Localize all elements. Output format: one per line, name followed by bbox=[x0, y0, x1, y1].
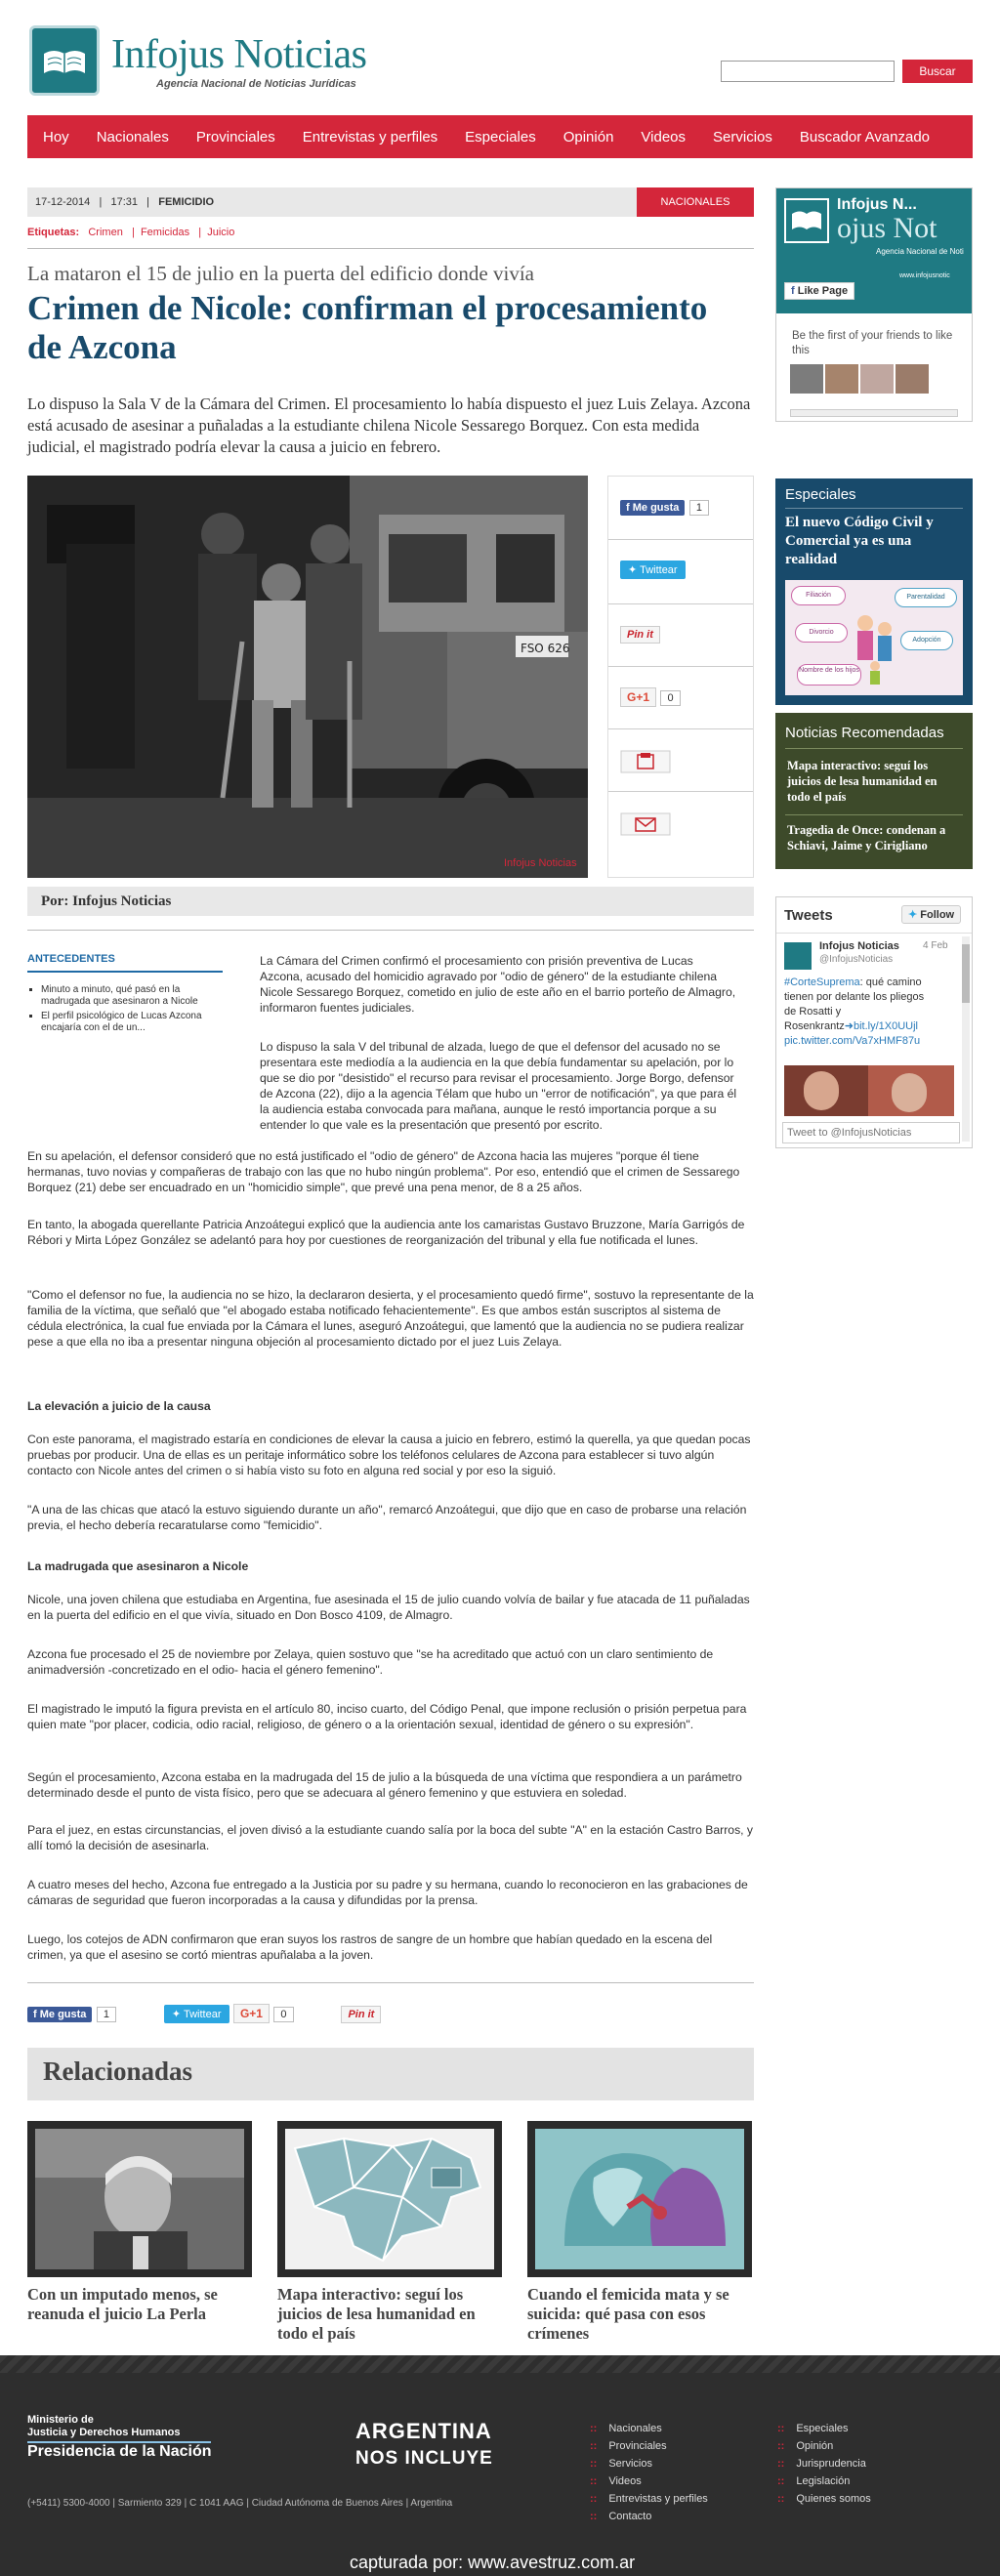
gplus-button[interactable]: G+1 bbox=[233, 2004, 270, 2023]
divider bbox=[785, 748, 963, 749]
twitter-bird-icon: ✦ bbox=[628, 564, 638, 576]
article-author: Por: Infojus Noticias bbox=[27, 887, 754, 916]
footer-links-col-1 bbox=[590, 2420, 708, 2525]
fb-cover-url: www.infojusnotic bbox=[899, 272, 950, 279]
illustration-bubble: Filiación bbox=[791, 586, 846, 605]
facebook-like-label: Me gusta bbox=[632, 502, 680, 514]
main-nav bbox=[27, 115, 973, 158]
divider bbox=[27, 1982, 754, 1983]
fb-cover-sub: Agencia Nacional de Noti bbox=[876, 247, 964, 256]
paragraph-text: Lo dispuso la sala V del tribunal de alzada, luego de que el defensor del acusado no se presentara este mediodía a la audiencia en la que debía fundamentar su apelación, por lo que se dio por "desistido" el recurso para revisar el procesamiento. Jorge Borgo, defensor de Azcona (22), dijo a la agencia Télam que hubo un "error de notificación", ya que para él la audiencia estaba convocada para mañana, aunque le restó importancia porque a su entender lo que vale es la presentación que presentó por escrito. bbox=[260, 1040, 737, 1132]
footer-link[interactable]: :: Legislación bbox=[777, 2472, 871, 2490]
facebook-like-widget[interactable] bbox=[620, 498, 709, 516]
tags-row: Etiquetas: Crimen | Femicidas | Juicio bbox=[27, 227, 235, 238]
presidencia-label: Presidencia de la Nación bbox=[27, 2443, 212, 2460]
article-section: FEMICIDIO bbox=[158, 196, 215, 208]
especiales-box[interactable] bbox=[775, 478, 973, 705]
ministry-logo[interactable] bbox=[27, 2414, 212, 2458]
article-paragraph bbox=[260, 1039, 738, 1133]
tweet-link[interactable]: ➜bit.ly/1X0UUjl pic.twitter.com/Va7xHMF87u bbox=[784, 1020, 921, 1047]
related-title[interactable]: Con un imputado menos, se reanuda el juicio La Perla bbox=[27, 2285, 218, 2323]
fb-cover bbox=[776, 188, 972, 313]
especiales-headline[interactable]: El nuevo Código Civil y Comercial ya es una realidad bbox=[785, 515, 934, 567]
divider bbox=[785, 508, 963, 509]
tweets-scrollbar[interactable] bbox=[962, 936, 970, 1142]
share-sidebar bbox=[607, 476, 754, 878]
print-icon[interactable] bbox=[620, 750, 671, 773]
avatar[interactable] bbox=[825, 364, 858, 394]
tweet-body: : qué camino tienen por delante los pliegos de Rosatti y Rosenkrantz bbox=[784, 976, 925, 1032]
tweet-button[interactable] bbox=[620, 561, 686, 579]
article-meta-bar: 17-12-2014 | 17:31 | FEMICIDIO bbox=[27, 187, 754, 217]
site-logo-title[interactable] bbox=[111, 31, 366, 78]
bottom-share-row bbox=[27, 2004, 381, 2023]
fb-friends-avatars bbox=[790, 364, 929, 394]
divider bbox=[608, 728, 753, 729]
gplus-widget[interactable] bbox=[620, 687, 681, 707]
gplus-count: 0 bbox=[273, 2007, 293, 2022]
ministry-line: Justicia y Derechos Humanos bbox=[27, 2427, 181, 2438]
tweet-widget[interactable] bbox=[620, 561, 686, 579]
article-paragraph: A cuatro meses del hecho, Azcona fue entregado a la Justicia por su padre y su hermana, cuando lo reconocieron en las grabaciones de cámaras de seguridad que fueron incorporadas a la causa y difundidas por la prensa. bbox=[27, 1878, 748, 1907]
footer-link[interactable]: :: Especiales bbox=[777, 2420, 871, 2437]
tweet-text bbox=[784, 976, 931, 1049]
related-thumb-man[interactable] bbox=[27, 2121, 252, 2277]
article-paragraph: Según el procesamiento, Azcona estaba en la madrugada del 15 de julio a la búsqueda de una víctima que respondiera a un parámetro determinado desde el punto de vista físico, pero que se adecuara al género femenino y que estuviera en soledad. bbox=[27, 1770, 742, 1800]
twitter-follow-button[interactable] bbox=[901, 905, 961, 924]
book-icon bbox=[42, 46, 87, 75]
fb-avatar[interactable] bbox=[784, 198, 829, 243]
nav-item-opinion[interactable]: Opinión bbox=[562, 128, 614, 145]
related-thumb-illustration[interactable] bbox=[527, 2121, 752, 2277]
related-map bbox=[285, 2129, 494, 2269]
search-input[interactable] bbox=[721, 61, 895, 82]
nav-item-provinciales[interactable]: Provinciales bbox=[195, 128, 275, 145]
tag-link[interactable]: Crimen bbox=[88, 227, 123, 238]
divider bbox=[608, 539, 753, 540]
tweet-button[interactable] bbox=[164, 2005, 229, 2023]
nav-item-buscador[interactable]: Buscador Avanzado bbox=[799, 128, 931, 145]
divider bbox=[27, 248, 754, 249]
ministry-line: Ministerio de bbox=[27, 2414, 94, 2426]
pin-it-button[interactable]: Pin it bbox=[341, 2006, 381, 2023]
article-paragraph: Luego, los cotejos de ADN confirmaron que eran suyos los rastros de sangre de un hombre que habían quedado en la escena del crimen, ya que el asesino se cortó mientras apuñalaba a la joven. bbox=[27, 1932, 713, 1962]
article-photo[interactable] bbox=[27, 476, 588, 878]
article-subheading: La madrugada que asesinaron a Nicole bbox=[27, 1559, 249, 1573]
plate-text: FSO 626 bbox=[521, 642, 570, 655]
recommended-title: Noticias Recomendadas bbox=[785, 725, 944, 741]
article-paragraph: Con este panorama, el magistrado estaría en condiciones de elevar la causa a juicio en febrero, estimó la querella, ya que quedan pocas pruebas por producir. Una de ellas es un peritaje informático sobre los teléfonos celulares de Azcona para establecer si tuvo algún contacto con Nicole antes del crimen o si había visto su foto en alguna red social y por eso la siguió. bbox=[27, 1433, 751, 1477]
divider bbox=[776, 933, 972, 934]
twitter-timeline-widget bbox=[775, 896, 973, 1148]
related-thumb-map[interactable] bbox=[277, 2121, 502, 2277]
article-paragraph: Azcona fue procesado el 25 de noviembre por Zelaya, quien sostuvo que "se ha acreditado que actuó con un claro sentimiento de animadversión -concretizado en el odio- hacia el género femenino". bbox=[27, 1647, 714, 1677]
article-paragraph: "Como el defensor no fue, la audiencia no se hizo, la declararon desierta, y el procesamiento quedó firme", sostuvo la representante de la familia de la víctima, que señaló que "el abogado estaba notificado fehacientemente". Es que ambos están suscriptos al sistema de cédula electrónica, la cual fue enviada por la Cámara el lunes, aseguró Anzoátegui, que lamentó que la audiencia no se pudiera realizar pese a que ella no iba a presentar ninguna objeción al procesamiento dictado por el juez Luis Zelaya. bbox=[27, 1288, 754, 1349]
capture-credit: capturada por: www.avestruz.com.ar bbox=[350, 2553, 636, 2572]
facebook-icon: f bbox=[626, 502, 630, 514]
logo-subtitle: Agencia Nacional de Noticias Jurídicas bbox=[156, 78, 356, 90]
related-illustration bbox=[535, 2129, 744, 2269]
infojus-logo-icon[interactable] bbox=[29, 25, 100, 96]
article-lead: Lo dispuso la Sala V de la Cámara del Crimen. El procesamiento lo había dispuesto el juez Luis Zelaya. Azcona está acusado de asesinar a puñaladas a la estudiante chilena Nicole Sessarego Borquez. Con esta medida judicial, el magistrado podría elevar la causa a juicio en febrero. bbox=[27, 395, 751, 456]
antecedentes-underline bbox=[27, 971, 223, 973]
facebook-like-button[interactable] bbox=[27, 2007, 92, 2022]
avatar[interactable] bbox=[896, 364, 929, 394]
fb-page-name[interactable]: Infojus N... bbox=[837, 196, 917, 213]
facebook-like-button[interactable] bbox=[620, 500, 685, 516]
article-headline: Crimen de Nicole: confirman el procesamiento de Azcona bbox=[27, 289, 708, 366]
argentina-nos-incluye-logo[interactable] bbox=[355, 2418, 493, 2472]
fb-friends-text: Be the first of your friends to like this bbox=[792, 330, 953, 356]
article-date: 17-12-2014 bbox=[35, 196, 91, 208]
footer-link[interactable]: :: Opinión bbox=[777, 2437, 871, 2455]
footer-link[interactable]: :: Videos bbox=[590, 2472, 708, 2490]
follow-label: Follow bbox=[920, 909, 955, 921]
especiales-title: Especiales bbox=[785, 486, 856, 503]
logo-brand-a: Infojus bbox=[111, 32, 225, 77]
article-paragraph: "A una de las chicas que atacó la estuvo siguiendo durante un año", remarcó Anzoátegui, que dijo que en caso de probarse una relación previa, el hecho debería recaratularse como "femicidio". bbox=[27, 1503, 747, 1532]
tweets-title: Tweets bbox=[784, 907, 833, 924]
tags-label: Etiquetas: bbox=[27, 227, 80, 238]
family-figures bbox=[854, 609, 898, 687]
illustration-bubble: Nombre de los hijos bbox=[797, 664, 861, 686]
like-count: 1 bbox=[689, 500, 709, 516]
article-paragraph: Para el juez, en estas circunstancias, el joven divisó a la estudiante cuando salía por la boca del subte "A" en la estación Castro Barros, y allí tomó la decisión de asesinarla. bbox=[27, 1823, 754, 1852]
article-kicker: La mataron el 15 de julio en la puerta del edificio donde vivía bbox=[27, 262, 534, 285]
nav-item-videos[interactable]: Videos bbox=[641, 128, 687, 145]
logo-line: ARGENTINA bbox=[355, 2419, 492, 2443]
avatar[interactable] bbox=[784, 942, 812, 970]
logo-brand-b: Noticias bbox=[233, 32, 367, 77]
twitter-bird-icon: ✦ bbox=[908, 909, 918, 921]
tag-link[interactable]: Femicidas bbox=[140, 227, 190, 238]
tag-link[interactable]: Juicio bbox=[207, 227, 235, 238]
related-title[interactable]: Cuando el femicida mata y se suicida: qué pasa con esos crímenes bbox=[527, 2285, 729, 2343]
pin-it-button[interactable]: Pin it bbox=[620, 626, 660, 644]
footer-link[interactable]: :: Quienes somos bbox=[777, 2490, 871, 2508]
facebook-page-widget bbox=[775, 187, 973, 422]
footer-links-col-2 bbox=[777, 2420, 871, 2508]
divider bbox=[27, 930, 754, 931]
nav-item-especiales[interactable]: Especiales bbox=[465, 128, 536, 145]
print-widget[interactable] bbox=[620, 750, 671, 778]
tweet-label: Twittear bbox=[640, 564, 678, 576]
footer-link[interactable]: :: Nacionales bbox=[590, 2420, 708, 2437]
recommended-link[interactable]: Tragedia de Once: condenan a Schiavi, Jaime y Cirigliano bbox=[787, 823, 946, 852]
footer-link[interactable]: :: Provinciales bbox=[590, 2437, 708, 2455]
tweet-handle[interactable]: @InfojusNoticias bbox=[819, 954, 894, 965]
photo-credit: Infojus Noticias bbox=[504, 857, 577, 869]
gplus-count: 0 bbox=[660, 690, 680, 706]
logo-line: NOS INCLUYE bbox=[355, 2448, 493, 2469]
facebook-like-label: Me gusta bbox=[39, 2009, 87, 2020]
footer-stripe bbox=[0, 2355, 1000, 2373]
tweet-hashtag[interactable]: #CorteSuprema bbox=[784, 976, 860, 988]
illustration-bubble: Divorcio bbox=[795, 623, 848, 643]
footer-link[interactable]: :: Jurisprudencia bbox=[777, 2455, 871, 2472]
nav-item-hoy[interactable]: Hoy bbox=[43, 128, 69, 145]
divider bbox=[785, 814, 963, 815]
article-paragraph: En su apelación, el defensor consideró que no está justificado el "odio de género" de Azcona hacia las mujeres "porque él tiene hermanas, tuvo novias y compañeras de trabajo con las que no hubo ningún problema". Por eso, entendió que el crimen de Sessarego Borquez (21) debe ser encuadrado en un "homicidio simple", que prevé una pena menor, de 8 a 25 años. bbox=[27, 1149, 740, 1194]
antecedentes-list bbox=[35, 984, 229, 1037]
footer-link[interactable]: :: Servicios bbox=[590, 2455, 708, 2472]
related-photo bbox=[35, 2129, 244, 2269]
book-icon bbox=[786, 200, 827, 241]
tweet-media[interactable] bbox=[784, 1065, 954, 1116]
antecedentes-title: ANTECEDENTES bbox=[27, 953, 115, 965]
email-icon[interactable] bbox=[620, 812, 671, 836]
fb-like-page-label: Like Page bbox=[797, 285, 849, 297]
facebook-icon: f bbox=[33, 2009, 37, 2020]
tweet-author[interactable]: Infojus Noticias bbox=[819, 940, 899, 952]
nav-item-entrevistas[interactable]: Entrevistas y perfiles bbox=[302, 128, 438, 145]
nav-item-servicios[interactable]: Servicios bbox=[713, 128, 772, 145]
relacionadas-title: Relacionadas bbox=[43, 2057, 193, 2086]
article-subheading: La elevación a juicio de la causa bbox=[27, 1399, 211, 1413]
article-paragraph: El magistrado le imputó la figura prevista en el artículo 80, inciso cuarto, del Código Penal, que impone reclusión o prisión perpetua para quien mate "por placer, codicia, odio racial, religioso, de género o a la orientación sexual, identidad de género o su expresión". bbox=[27, 1702, 747, 1731]
divider bbox=[608, 603, 753, 604]
illustration-bubble: Adopción bbox=[900, 631, 953, 650]
avatar[interactable] bbox=[860, 364, 894, 394]
nav-item-nacionales[interactable]: Nacionales bbox=[96, 128, 169, 145]
pinterest-widget[interactable] bbox=[620, 625, 660, 644]
tweet-label: Twittear bbox=[183, 2009, 222, 2020]
fb-scrollbar[interactable] bbox=[790, 409, 958, 417]
article-time: 17:31 bbox=[110, 196, 139, 208]
footer-address: (+5411) 5300-4000 | Sarmiento 329 | C 1041 AAG | Ciudad Autónoma de Buenos Aires | Argentina bbox=[27, 2498, 453, 2509]
tweet-date[interactable]: 4 Feb bbox=[923, 940, 948, 951]
search-button[interactable]: Buscar bbox=[902, 60, 973, 83]
footer-link[interactable]: :: Contacto bbox=[590, 2508, 708, 2525]
recommended-box bbox=[775, 713, 973, 869]
like-count: 1 bbox=[97, 2007, 116, 2022]
recommended-link[interactable]: Mapa interactivo: seguí los juicios de lesa humanidad en todo el país bbox=[787, 759, 938, 804]
site-footer bbox=[0, 2355, 1000, 2576]
footer-link[interactable]: :: Entrevistas y perfiles bbox=[590, 2490, 708, 2508]
antecedente-link[interactable]: ▪ Minuto a minuto, qué pasó en la madrugada que asesinaron a Nicole bbox=[41, 984, 229, 1008]
antecedente-link[interactable]: ▪ El perfil psicológico de Lucas Azcona encajaría con el de un... bbox=[41, 1011, 229, 1034]
divider bbox=[608, 791, 753, 792]
article-paragraph: En tanto, la abogada querellante Patricia Anzoátegui explicó que la audiencia ante los camaristas Gustavo Bruzzone, María Garrigós de Rébori y Mirta López González se adelantó para hoy por cuestiones de reorganización del tribunal y ella fue notificada el lunes. bbox=[27, 1218, 745, 1247]
facebook-icon: f bbox=[791, 285, 795, 297]
divider bbox=[608, 666, 753, 667]
article-paragraph: La Cámara del Crimen confirmó el procesamiento con prisión preventiva de Lucas Azcona, acusado del homicidio agravado por "odio de género" de la estudiante chilena Nicole Sessarego Borquez, cometido en julio de este año en el barrio porteño de Almagro, informaron fuentes judiciales. bbox=[260, 954, 736, 1015]
email-widget[interactable] bbox=[620, 812, 671, 841]
category-badge[interactable]: NACIONALES bbox=[637, 187, 754, 217]
article-paragraph: Nicole, una joven chilena que estudiaba en Argentina, fue asesinada el 15 de julio cuando volvía de bailar y fue atacada de 11 puñaladas en la puerta del edificio en el que vivía, situado en Don Bosco 4109, de Almagro. bbox=[27, 1593, 750, 1622]
gplus-button[interactable]: G+1 bbox=[620, 687, 656, 707]
avatar[interactable] bbox=[790, 364, 823, 394]
fb-like-page-button[interactable] bbox=[784, 282, 854, 300]
illustration-bubble: Parentalidad bbox=[895, 588, 957, 607]
tweet-to-input[interactable]: Tweet to @InfojusNoticias bbox=[782, 1122, 960, 1143]
fb-cover-brand: ojus Not bbox=[837, 212, 938, 244]
related-title[interactable]: Mapa interactivo: seguí los juicios de lesa humanidad en todo el país bbox=[277, 2285, 476, 2343]
police-escort-photo bbox=[27, 476, 588, 878]
twitter-bird-icon: ✦ bbox=[171, 2009, 182, 2020]
codigo-civil-illustration[interactable] bbox=[785, 580, 963, 695]
